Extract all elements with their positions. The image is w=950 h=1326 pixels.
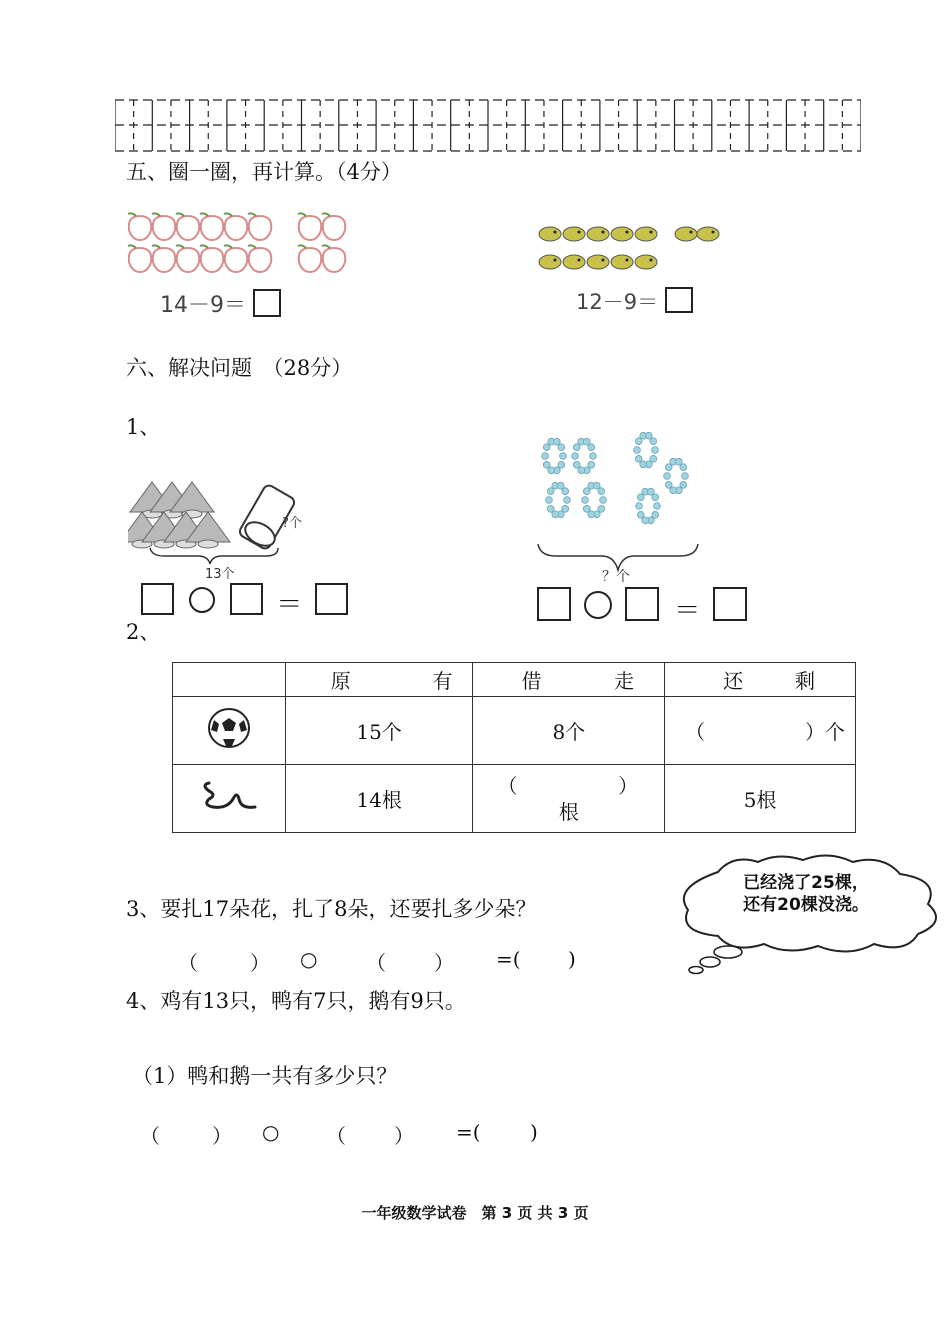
soccer-ball-cell xyxy=(173,697,286,765)
bead-ring-icon xyxy=(582,482,607,517)
paren-close: ） xyxy=(250,951,270,975)
peach-icon xyxy=(153,248,176,272)
peach-icon xyxy=(201,216,224,240)
paren-open: （ xyxy=(497,773,518,798)
answer-box[interactable] xyxy=(253,289,281,317)
header-char: 借 xyxy=(521,669,542,693)
equals-sign: ＝ xyxy=(674,596,701,626)
paren-close: ） xyxy=(618,773,639,798)
bird-icon xyxy=(539,255,561,269)
writing-grid xyxy=(115,98,861,154)
left-equation xyxy=(160,288,281,319)
table-header-row xyxy=(173,663,856,697)
operator-circle[interactable] xyxy=(584,591,612,619)
operator-circle[interactable] xyxy=(189,587,215,613)
answer-box[interactable] xyxy=(230,583,263,615)
bead-ring-icon xyxy=(664,458,689,493)
header-borrowed xyxy=(473,663,665,697)
peach-icon xyxy=(225,248,248,272)
answer-box[interactable] xyxy=(713,587,747,621)
bird-icon xyxy=(697,227,719,241)
operator-circle[interactable]: ○ xyxy=(300,947,318,971)
bird-icon xyxy=(563,255,585,269)
equals-sign: ＝ xyxy=(276,590,303,620)
peach-icon xyxy=(299,248,322,272)
paren-open: （ xyxy=(685,720,706,744)
section6-title: 六、解决问题 （28分） xyxy=(126,356,353,380)
left-total-caption: 13个 xyxy=(205,567,235,582)
paren-open: （ xyxy=(178,951,198,975)
rope-original: 14根 xyxy=(285,765,473,833)
bubble-line: 还有20棵没浇。 xyxy=(743,895,869,915)
paren-close: ） xyxy=(394,1124,414,1148)
left-equation-frame xyxy=(141,583,348,621)
header-char: 剩 xyxy=(795,669,815,693)
paren-open: （ xyxy=(140,1124,160,1148)
paren-close: ） xyxy=(434,951,454,975)
right-equation-text: 12－9＝ xyxy=(576,290,659,314)
rope-cell xyxy=(173,765,286,833)
peach-icon xyxy=(323,248,346,272)
bead-ring-icon xyxy=(542,438,567,473)
bird-icon xyxy=(587,255,609,269)
beads-illustration xyxy=(536,430,706,530)
paren-close: ）个 xyxy=(805,720,845,744)
paren-open: （ xyxy=(326,1124,346,1148)
brace-icon xyxy=(150,548,278,564)
answer-box[interactable] xyxy=(537,587,571,621)
left-question-caption: ?个 xyxy=(282,516,302,531)
peach-icon xyxy=(299,216,322,240)
ball-remaining[interactable] xyxy=(665,697,856,765)
inventory-table xyxy=(172,662,856,833)
right-total-caption: ？个 xyxy=(602,569,630,585)
bead-ring-icon xyxy=(572,438,597,473)
header-original xyxy=(285,663,473,697)
birds-illustration xyxy=(536,218,722,278)
paren-close: ) xyxy=(530,1120,538,1144)
bird-icon xyxy=(563,227,585,241)
section5-title: 五、圈一圈，再计算。（4分） xyxy=(126,160,402,184)
answer-box[interactable] xyxy=(141,583,174,615)
bird-icon xyxy=(635,227,657,241)
paren-close: ) xyxy=(568,947,576,971)
header-char: 还 xyxy=(723,669,744,693)
table-header-blank xyxy=(173,663,286,697)
question-3-text: 3、要扎17朵花，扎了8朵，还要扎多少朵？ xyxy=(126,897,537,921)
bird-icon xyxy=(539,227,561,241)
page-footer: 一年级数学试卷 第 3 页 共 3 页 xyxy=(361,1204,589,1222)
table-row xyxy=(173,765,856,833)
peach-icon xyxy=(323,216,346,240)
rope-borrowed-unit: 根 xyxy=(558,799,579,824)
question-4-text: 4、鸡有13只，鸭有7只，鹅有9只。 xyxy=(126,989,466,1013)
bead-ring-icon xyxy=(634,432,659,467)
paren-open: （ xyxy=(366,951,386,975)
equals-paren-open: =( xyxy=(456,1120,481,1144)
bird-icon xyxy=(587,227,609,241)
peach-icon xyxy=(177,216,200,240)
paren-close: ） xyxy=(212,1124,232,1148)
peach-icon xyxy=(225,216,248,240)
header-char: 有 xyxy=(432,669,453,693)
header-char: 走 xyxy=(614,669,635,693)
bird-icon xyxy=(675,227,697,241)
question-4-sub1: （1）鸭和鹅一共有多少只？ xyxy=(132,1064,398,1088)
rope-icon xyxy=(199,779,259,813)
peach-icon xyxy=(201,248,224,272)
header-remaining xyxy=(665,663,856,697)
answer-box[interactable] xyxy=(625,587,659,621)
bird-icon xyxy=(611,255,633,269)
equals-paren-open: =( xyxy=(496,947,521,971)
peach-icon xyxy=(177,248,200,272)
peaches-illustration xyxy=(128,212,358,278)
question-2-label: 2、 xyxy=(126,620,161,644)
left-equation-text: 14－9＝ xyxy=(160,293,246,318)
bead-ring-icon xyxy=(546,482,571,517)
thought-bubble-text xyxy=(716,872,896,916)
right-equation-frame xyxy=(537,587,747,627)
rope-borrowed[interactable] xyxy=(473,765,665,833)
rope-remaining: 5根 xyxy=(665,765,856,833)
table-row xyxy=(173,697,856,765)
bead-ring-icon xyxy=(636,488,661,523)
bubble-line: 已经浇了25棵， xyxy=(743,873,869,893)
bird-icon xyxy=(635,255,657,269)
header-char: 原 xyxy=(330,669,351,693)
right-equation xyxy=(576,286,693,316)
peach-icon xyxy=(129,248,152,272)
peach-icon xyxy=(129,216,152,240)
answer-box[interactable] xyxy=(315,583,348,615)
operator-circle[interactable]: ○ xyxy=(262,1120,280,1144)
bird-icon xyxy=(611,227,633,241)
ball-borrowed: 8个 xyxy=(473,697,665,765)
soccer-ball-icon xyxy=(205,706,253,750)
question-1-label: 1、 xyxy=(126,415,161,439)
peach-icon xyxy=(249,216,272,240)
ball-original: 15个 xyxy=(285,697,473,765)
peach-icon xyxy=(249,248,272,272)
peach-icon xyxy=(153,216,176,240)
answer-box[interactable] xyxy=(665,287,693,313)
